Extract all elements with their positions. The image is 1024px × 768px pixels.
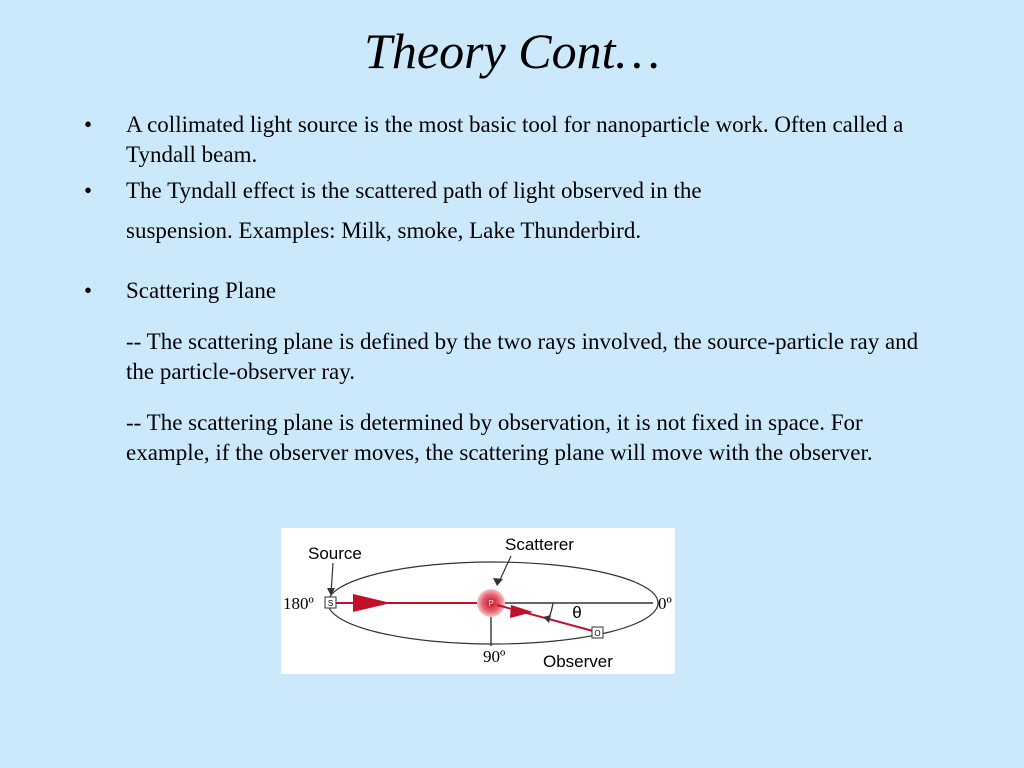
angle-90-label: 90º — [483, 647, 506, 666]
bullet-marker: • — [84, 112, 93, 137]
bullet-tyndall-effect — [84, 176, 944, 246]
bullet-text: A collimated light source is the most basic tool for nanoparticle work. Often called a Tyndall beam. — [126, 112, 904, 167]
source-label: Source — [308, 544, 362, 563]
scatterer-pointer-arrow-icon — [493, 578, 503, 586]
bullet-text-line2: suspension. Examples: Milk, smoke, Lake Thunderbird. — [126, 218, 642, 243]
source-box-label: S — [327, 599, 334, 608]
bullet-text: Scattering Plane — [126, 278, 277, 303]
particle-label: P — [488, 599, 494, 608]
sub-point-observation: -- The scattering plane is determined by observation, it is not fixed in space. For example, if the observer moves, the scattering plane will move with the observer. — [126, 410, 873, 465]
observer-box-label: O — [594, 629, 601, 638]
scattering-diagram-svg — [281, 528, 675, 674]
bullet-marker: • — [84, 178, 93, 203]
beam-arrow-icon — [353, 594, 391, 612]
observer-label: Observer — [543, 652, 613, 671]
theta-label: θ — [572, 603, 582, 622]
sub-point-definition: -- The scattering plane is defined by the two rays involved, the source-particle ray and the particle-observer ray. — [126, 329, 919, 384]
bullet-marker: • — [84, 278, 93, 303]
scattered-arrow-icon — [510, 605, 533, 618]
angle-0-label: 0º — [658, 594, 672, 613]
bullet-text — [126, 176, 944, 246]
scattering-diagram — [281, 528, 675, 674]
bullet-text-line1: The Tyndall effect is the scattered path of light observed in the — [126, 178, 702, 203]
theta-arc-arrow-icon — [543, 615, 551, 623]
bullet-collimated-light — [84, 110, 944, 170]
angle-180-label: 180º — [283, 594, 314, 613]
slide-title: Theory Cont… — [364, 23, 660, 79]
scatterer-pointer — [499, 556, 511, 582]
scatterer-label: Scatterer — [505, 535, 574, 554]
bullet-scattering-plane — [84, 276, 944, 306]
